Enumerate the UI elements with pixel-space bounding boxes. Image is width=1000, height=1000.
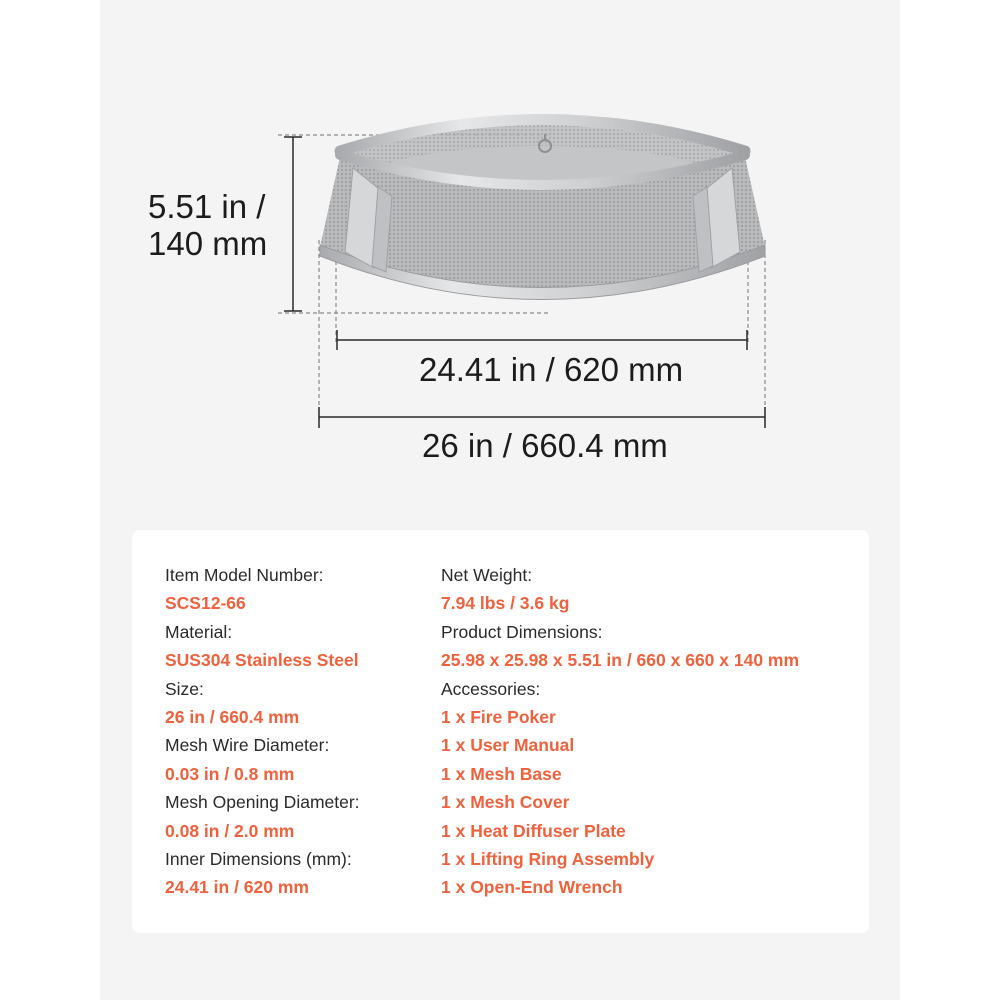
spec-value: SUS304 Stainless Steel	[165, 650, 359, 671]
height-dimension-label	[148, 188, 267, 262]
mesh-ring	[320, 120, 765, 300]
specs-right-column	[441, 561, 799, 902]
height-imperial: 5.51 in /	[148, 188, 266, 225]
spec-value: 1 x User Manual	[441, 735, 575, 756]
spec-label: Size:	[165, 678, 204, 699]
spec-value: 1 x Lifting Ring Assembly	[441, 848, 655, 869]
spec-label: Mesh Wire Diameter:	[165, 735, 330, 756]
spec-value: 0.08 in / 2.0 mm	[165, 820, 295, 841]
spec-label: Item Model Number:	[165, 565, 324, 585]
spec-value: 25.98 x 25.98 x 5.51 in / 660 x 660 x 140 mm	[441, 650, 800, 671]
spec-value: 24.41 in / 620 mm	[165, 877, 309, 898]
outer-diameter-label: 26 in / 660.4 mm	[422, 427, 668, 464]
specifications-card	[132, 530, 869, 933]
spec-value: 1 x Mesh Base	[441, 763, 562, 784]
spec-value: 1 x Heat Diffuser Plate	[441, 820, 626, 841]
spec-value: 1 x Open-End Wrench	[441, 877, 623, 898]
spec-value: 1 x Fire Poker	[441, 706, 556, 727]
spec-value: 7.94 lbs / 3.6 kg	[441, 593, 570, 614]
spec-label: Material:	[165, 621, 233, 642]
spec-label: Inner Dimensions (mm):	[165, 848, 352, 869]
spec-label: Net Weight:	[441, 565, 533, 585]
spec-label: Accessories:	[441, 678, 541, 699]
spec-value: 1 x Mesh Cover	[441, 792, 570, 813]
spec-value: 0.03 in / 0.8 mm	[165, 763, 295, 784]
height-metric: 140 mm	[148, 225, 268, 262]
specs-left-column	[165, 561, 360, 902]
inner-diameter-label: 24.41 in / 620 mm	[419, 351, 684, 388]
spec-label: Product Dimensions:	[441, 621, 603, 642]
spec-value: 26 in / 660.4 mm	[165, 706, 300, 727]
spec-label: Mesh Opening Diameter:	[165, 792, 360, 813]
spec-value: SCS12-66	[165, 593, 246, 614]
